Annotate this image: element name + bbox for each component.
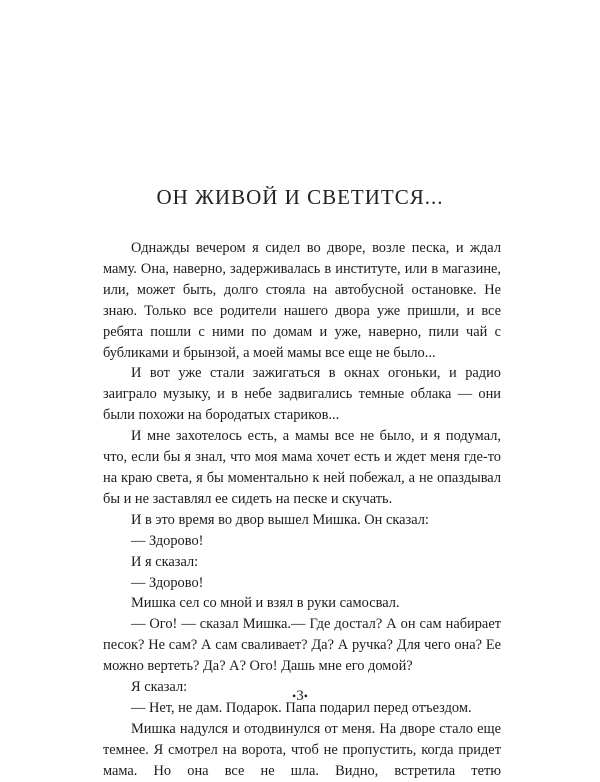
paragraph: Мишка сел со мной и взял в руки самосвал. bbox=[131, 595, 400, 612]
paragraph: Однажды вечером я сидел во дворе, возле песка, и ждал маму. Она, наверно, задерживалась в институте, или в магазине, или, может быть, долго стояла на автобусной остановке. Не знаю. Только все родители нашего двора уже пришли, и все ребята пошли с ними по домам и уже, наверно, пили чай с бубликами и брынзой, а моей мамы все еще не было... bbox=[103, 240, 501, 361]
bullet-icon: • bbox=[303, 689, 308, 704]
paragraph: — Ого! — сказал Мишка.— Где достал? А он сам набирает песок? Не сам? А сам сваливает? Да? А ручка? Для чего она? Ее можно вертеть? Да? А? Ого! Дашь мне его домой? bbox=[103, 616, 501, 675]
chapter-title: ОН ЖИВОЙ И СВЕТИТСЯ... bbox=[156, 185, 444, 210]
paragraph: И мне захотелось есть, а мамы все не было, и я подумал, что, если бы я знал, что моя мама хочет есть и ждет меня где-то на краю света, я бы моментально к ней побежал, а не опаздывал бы и не заставлял ее сидеть на песке и скучать. bbox=[103, 428, 501, 507]
paragraph: И в это время во двор вышел Мишка. Он сказал: bbox=[131, 511, 429, 528]
paragraph: И я сказал: bbox=[131, 553, 199, 570]
paragraph: — Нет, не дам. Подарок. Папа подарил перед отъездом. bbox=[131, 699, 472, 716]
paragraph: Я сказал: bbox=[131, 679, 188, 696]
page-number bbox=[0, 688, 600, 705]
paragraph: Мишка надулся и отодвинулся от меня. На дворе стало еще темнее. Я смотрел на ворота, чтоб не пропустить, когда придет мама. Но она все не шла. Видно, встретила тетю bbox=[103, 720, 501, 779]
paragraph: — Здорово! bbox=[131, 574, 204, 591]
bullet-icon: • bbox=[292, 689, 297, 704]
paragraph: И вот уже стали зажигаться в окнах огоньки, и радио заиграло музыку, и в небе задвигались темные облака — они были похожи на бородатых стариков... bbox=[103, 365, 501, 424]
page-number-value: 3 bbox=[296, 688, 304, 704]
paragraph: — Здорово! bbox=[131, 532, 204, 549]
